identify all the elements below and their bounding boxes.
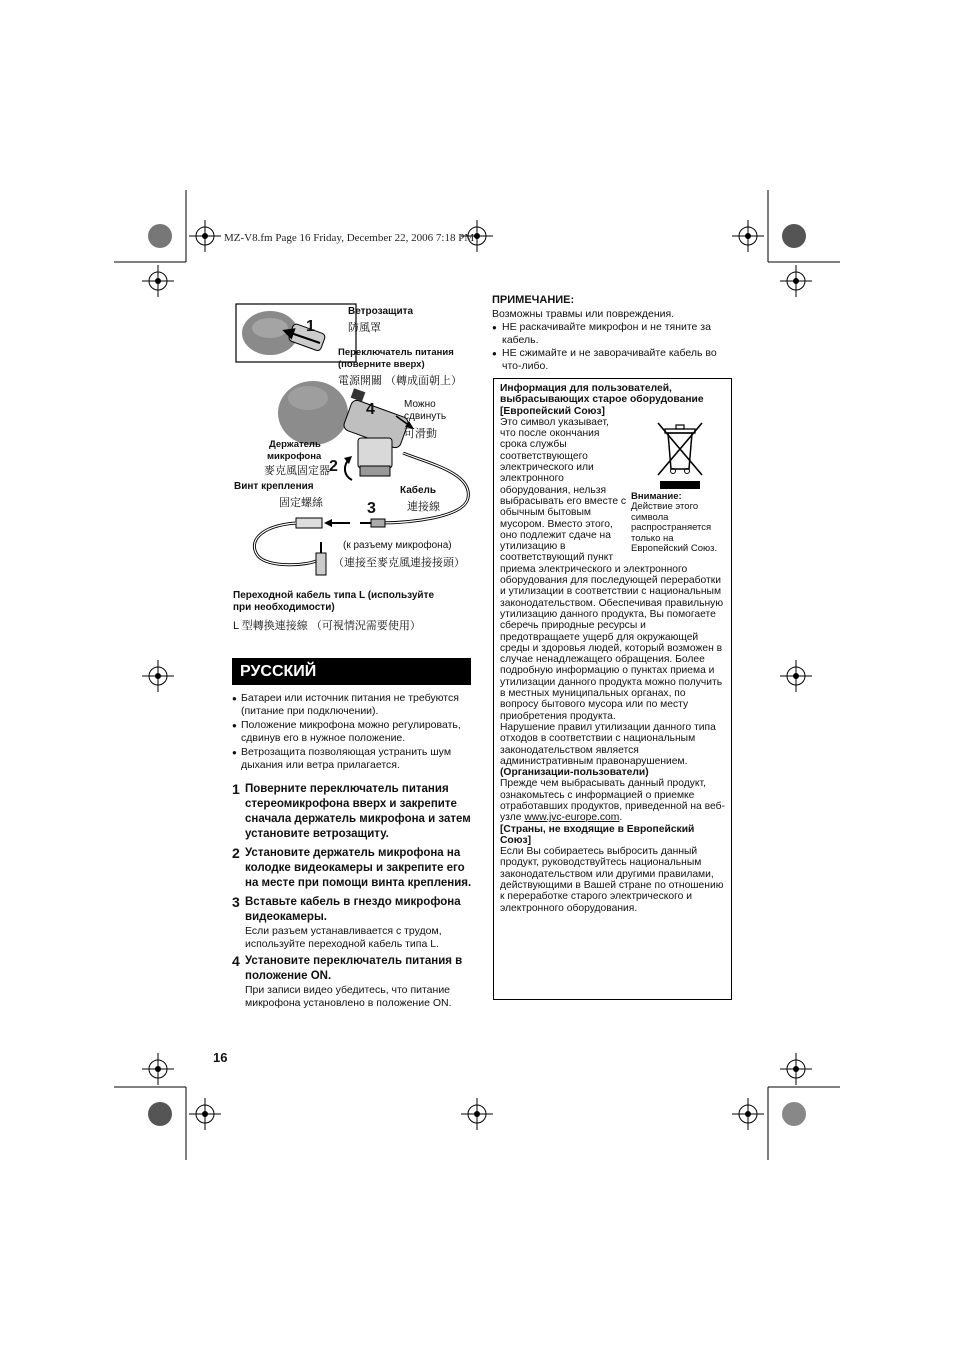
step-subtext: Если разъем устанавливается с трудом, используйте переходной кабель типа L.	[245, 925, 442, 950]
non-eu-heading: [Страны, не входящие в Европейский Союз]	[500, 823, 695, 846]
label-lcable-ru-2: при необходимости)	[233, 602, 335, 613]
color-target-top-right	[782, 224, 806, 248]
note-intro: Возможны травмы или повреждения.	[492, 308, 675, 320]
diagram-step-1: 1	[306, 318, 315, 335]
label-slide-ru-2: сдвинуть	[404, 411, 447, 422]
org-heading: (Организации-пользователи)	[500, 767, 649, 779]
label-power-switch-ru-2: (поверните вверх)	[338, 359, 425, 370]
step-title: Вставьте кабель в гнездо микрофона видеокамеры.	[245, 896, 461, 923]
color-target-bottom-left	[148, 1102, 172, 1126]
label-slide-cn: 可滑動	[404, 428, 437, 440]
jvc-europe-link[interactable]: www.jvc-europe.com	[524, 812, 620, 824]
bullet-item: ● Положение микрофона можно регулировать, сдвинув его в нужное положение.	[232, 719, 472, 745]
label-slide-ru-1: Можно	[404, 399, 436, 410]
note-title: ПРИМЕЧАНИЕ:	[492, 294, 575, 306]
label-lcable-ru-1: Переходной кабель типа L (используйте	[233, 590, 435, 601]
eu-text: Это символ указывает, что после окончания срока службы соответствующего электрического или электронного оборудования, нельзя выбрасывать его вместе с обычным бытовым мусором. Вместо этого, оно подлежит сдаче на утилизацию в соответствующий пункт приема электрического и электронного оборудования для последующей переработки и утилизации в соответствии с национальным законодательством. Обеспечивая правильную утилизацию данного продукта, Вы помогаете сберечь природные ресурсы и предотвращаете ущерб для окружающей среды и здоровья людей, который возможен в случае ненадлежащего обращения. Более подробную информацию о пунктах приема и утилизации данного продукта можно получить в местных муниципальных органах, по вопросу бытового мусора или по месту приобретения продукта.	[500, 416, 724, 722]
org-text: Прежде чем выбрасывать данный продукт, ознакомьтесь с информацией о приемке отработавших продуктов, приведенной на веб-узле	[500, 778, 725, 824]
label-jack-ru: (к разъему микрофона)	[343, 540, 452, 551]
org-paragraph	[500, 778, 725, 823]
label-screw-ru: Винт крепления	[234, 481, 314, 492]
step-number: 1	[232, 781, 240, 797]
label-windshield-ru: Ветрозащита	[348, 306, 414, 317]
label-cable-ru: Кабель	[400, 485, 437, 496]
diagram-step-4: 4	[366, 401, 375, 418]
label-jack-cn: （連接至麥克風連接接頭）	[333, 557, 465, 569]
step-2	[232, 846, 472, 891]
note-item: ● НЕ раскачивайте микрофон и не тяните за кабель.	[492, 321, 737, 347]
warning-text: Действие этого символа распространяется только на Европейский Союз.	[631, 501, 718, 555]
label-screw-cn: 固定螺絲	[279, 497, 323, 509]
step-3	[232, 895, 472, 950]
step-title: Поверните переключатель питания стереомикрофона вверх и закрепите сначала держатель микрофона и затем установите ветрозащиту.	[245, 783, 471, 840]
label-power-switch-ru-1: Переключатель питания	[338, 347, 454, 358]
label-cable-cn: 連接線	[407, 501, 440, 513]
info-title: Информация для пользователей, выбрасывающих старое оборудование	[500, 383, 704, 406]
page-number: 16	[213, 1050, 228, 1065]
diagram-step-2: 2	[329, 458, 338, 475]
non-eu-text: Если Вы собираетесь выбросить данный продукт, руководствуйтесь национальным законодательством или другими правилами, действующими в Вашей стране по отношению к переработке старого электрического и электронного оборудования.	[500, 846, 724, 914]
org-dot: .	[619, 812, 623, 824]
step-1	[232, 782, 472, 842]
step-number: 4	[232, 953, 240, 969]
eu-heading: [Европейский Союз]	[500, 405, 605, 417]
disposal-info-box	[493, 378, 732, 1000]
label-holder-cn: 麥克風固定器	[264, 465, 330, 477]
section-title-russian: РУССКИЙ	[232, 658, 471, 685]
feature-bullets	[232, 692, 472, 773]
diagram-step-3: 3	[367, 500, 376, 517]
label-holder-ru-2: микрофона	[267, 451, 322, 462]
step-number: 3	[232, 894, 240, 910]
bullet-item: ● Ветрозащита позволяющая устранить шум дыхания или ветра прилагается.	[232, 746, 472, 772]
installation-steps	[232, 782, 472, 1013]
color-target-bottom-right	[782, 1102, 806, 1126]
eu-text-2: Нарушение правил утилизации данного типа отходов в соответствии с национальным законодательством является административным правонарушением.	[500, 721, 716, 767]
bullet-item: ● Батареи или источник питания не требуются (питание при подключении).	[232, 692, 472, 718]
color-target-top-left	[148, 224, 172, 248]
step-subtext: При записи видео убедитесь, что питание микрофона установлено в положение ON.	[245, 984, 452, 1009]
label-lcable-cn: L 型轉換連接線 （可視情況需要使用）	[233, 620, 421, 632]
warning-title: Внимание:	[631, 490, 682, 502]
weee-symbol-area	[631, 417, 729, 555]
step-4	[232, 954, 472, 1009]
note-block	[492, 308, 737, 373]
crossed-bin-icon	[650, 419, 710, 489]
microphone-illustration	[228, 298, 478, 598]
label-power-switch-cn: 電源開關 （轉成面朝上）	[338, 375, 463, 387]
note-item: ● НЕ сжимайте и не заворачивайте кабель во что-либо.	[492, 347, 737, 373]
step-number: 2	[232, 845, 240, 861]
file-info-header: MZ-V8.fm Page 16 Friday, December 22, 2006 7:18 PM	[224, 232, 475, 244]
step-title: Установите держатель микрофона на колодке видеокамеры и закрепите его на месте при помощи винта крепления.	[245, 847, 472, 889]
label-windshield-cn: 防風罩	[348, 322, 381, 334]
step-title: Установите переключатель питания в положение ON.	[245, 955, 463, 982]
label-holder-ru-1: Держатель	[269, 439, 321, 450]
